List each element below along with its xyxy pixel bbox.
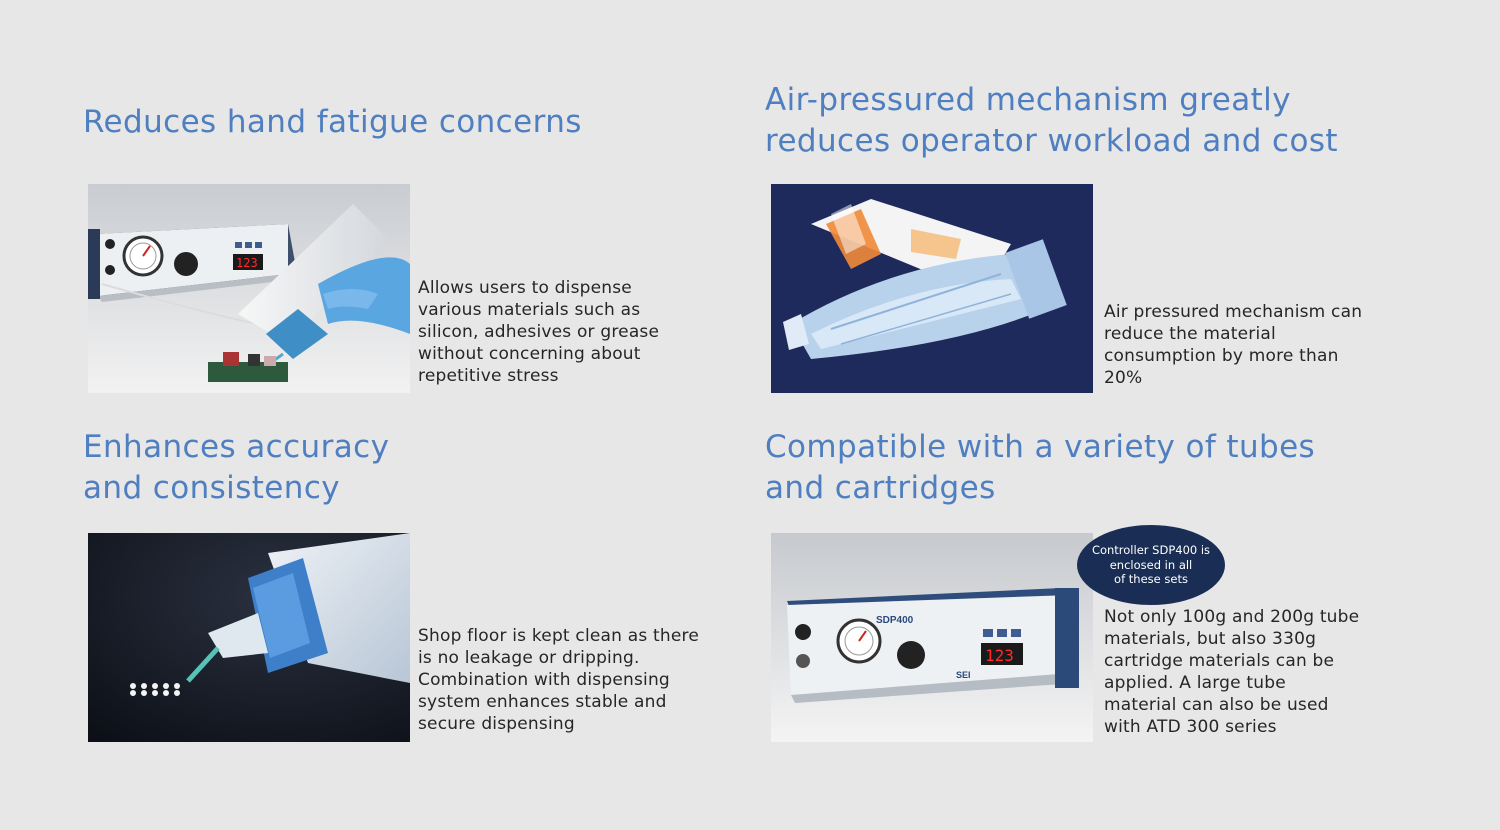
description-line: Shop floor is kept clean as there [418,626,699,646]
section-4-heading [765,427,1315,509]
section-3-description [418,625,699,735]
heading-line: Air-pressured mechanism greatly [765,82,1291,118]
heading-line: reduces operator workload and cost [765,123,1338,159]
badge-line: of these sets [1114,572,1188,587]
section-2-heading [765,80,1338,162]
svg-text:SEI: SEI [956,670,971,680]
description-line: 20% [1104,368,1143,388]
description-line: various materials such as [418,300,641,320]
dispensing-nozzle-photo [88,533,410,742]
section-1-heading [83,102,582,143]
description-line: Combination with dispensing [418,670,670,690]
heading-line: and consistency [83,470,341,506]
heading-line: Enhances accuracy [83,429,390,465]
crushed-tube-photo [771,184,1093,393]
description-line: materials, but also 330g [1104,629,1317,649]
badge-line: Controller SDP400 is [1091,543,1211,558]
description-line: material can also be used [1104,695,1329,715]
description-line: Allows users to dispense [418,278,632,298]
controller-photo [771,533,1093,742]
description-line: Air pressured mechanism can [1104,302,1363,322]
description-line: applied. A large tube [1104,673,1286,693]
section-4-description [1104,606,1359,738]
section-2-description [1104,301,1362,389]
controller-display-readout: 123 [985,646,1014,665]
svg-text:SDP400: SDP400 [876,615,914,626]
description-line: Not only 100g and 200g tube [1104,607,1360,627]
description-line: secure dispensing [418,714,575,734]
description-line: is no leakage or dripping. [418,648,640,668]
section-1-description [418,277,659,387]
description-line: system enhances stable and [418,692,667,712]
description-line: with ATD 300 series [1104,717,1277,737]
heading-line: Reduces hand fatigue concerns [83,104,582,140]
description-line: reduce the material [1104,324,1276,344]
description-line: silicon, adhesives or grease [418,322,660,342]
dispenser-hand-photo [88,184,410,393]
section-3-heading [83,427,389,509]
badge-line: enclosed in all [1109,557,1193,572]
heading-line: and cartridges [765,470,996,506]
description-line: without concerning about [418,344,641,364]
dispenser-display-readout: 123 [236,256,258,270]
description-line: consumption by more than [1104,346,1339,366]
heading-line: Compatible with a variety of tubes [765,429,1316,465]
controller-badge [1077,525,1225,605]
description-line: repetitive stress [418,366,559,386]
description-line: cartridge materials can be [1104,651,1335,671]
